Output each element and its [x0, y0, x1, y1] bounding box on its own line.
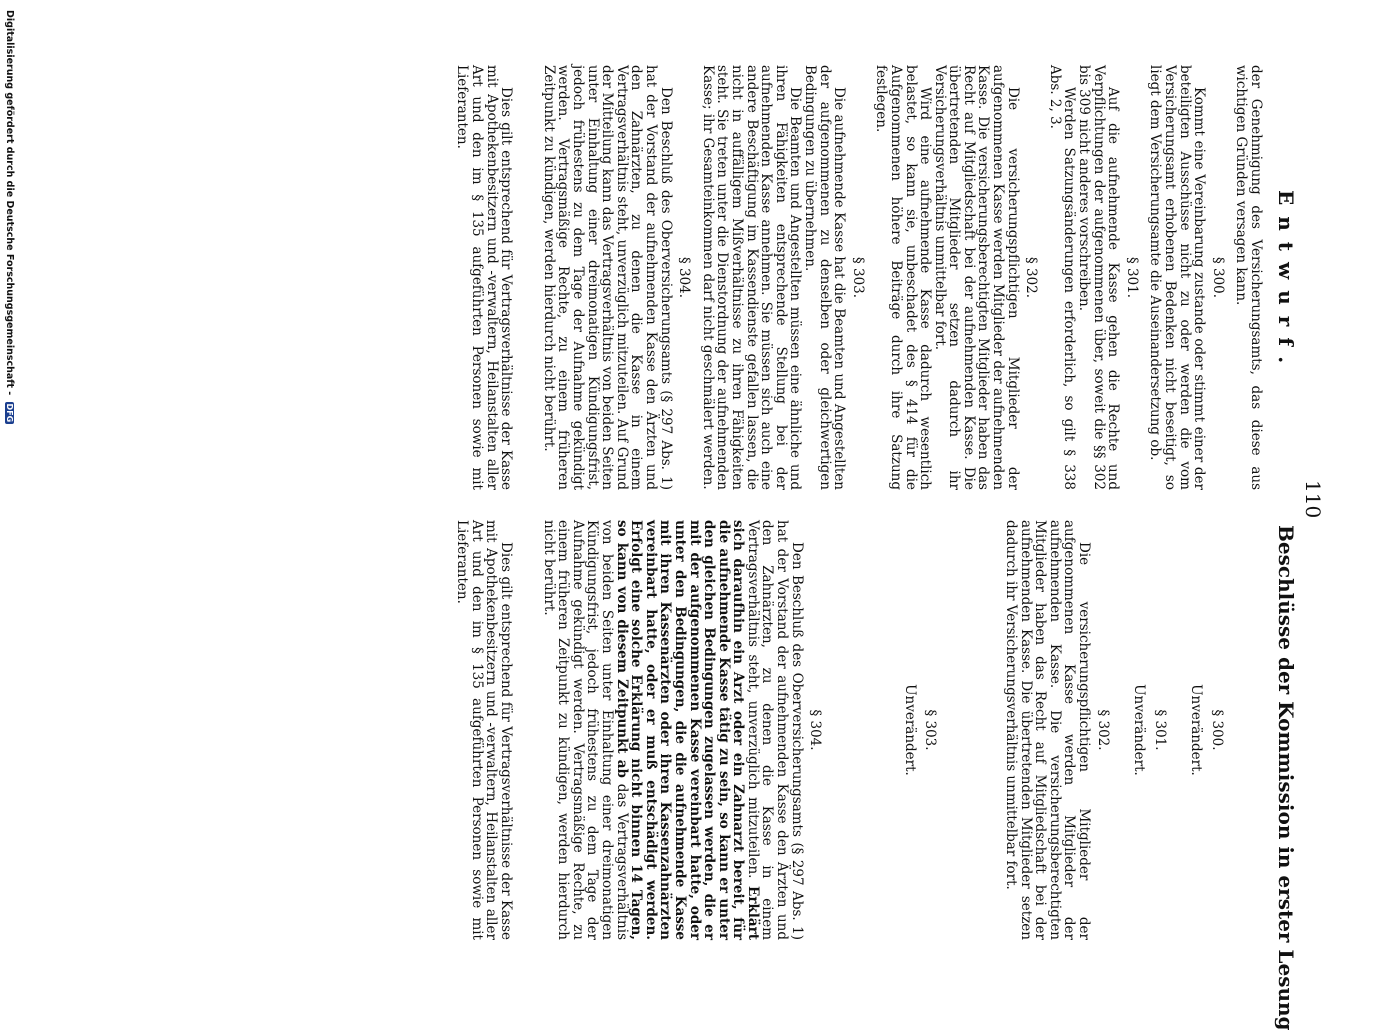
right-section-304-text-b: das Vertragsverhältnis von beiden Seiten unter Einhaltung einer dreimonatigen Kündigungsfrist, jedoch frühestens zu dem Tage der Aufnahme gekündigt werden. Vertragsmäßige Rechte, zu einem früheren Zeitpunkt zu kündigen, werden hierdurch nicht berührt. — [540, 520, 630, 940]
left-column-heading: Entwurf. — [1274, 190, 1298, 375]
digitization-footer — [4, 10, 15, 424]
left-section-304-title: § 304. — [676, 256, 693, 299]
left-intro: der Genehmigung des Versicherungsamts, das diese aus wichtigen Gründen versagen kann. — [1233, 65, 1264, 490]
left-section-302-title: § 302. — [1023, 256, 1040, 299]
left-section-304-text: Dies gilt entsprechend für Vertragsverhältnisse der Kasse mit Apothekenbesitzern und -verwaltern, Heilanstalten aller Art und den im § 135 aufgeführten Personen sowie mit Lieferanten. — [454, 65, 515, 490]
left-section-300-title: § 300. — [1209, 256, 1226, 299]
left-section-302-text: Wird eine aufnehmende Kasse dadurch wesentlich belastet, so kann sie, unbeschadet des § 414 für die Aufgenommenen höhere Beiträge durch ihre Satzung festlegen. — [873, 65, 934, 490]
left-section-301-text: Werden Satzungsänderungen erforderlich, so gilt § 338 Abs. 2, 3. — [1046, 65, 1078, 490]
left-section-301-text: Auf die aufnehmende Kasse gehen die Rechte und Verpflichtungen der aufgenommenen über, soweit die §§ 302 bis 309 nicht anderes vorschreiben. — [1076, 65, 1122, 490]
right-column-heading: Beschlüsse der Kommission in erster Lesung — [1274, 525, 1298, 1031]
footer-text: Digitalisierung gefördert durch die Deutsche Forschungsgemeinschaft - — [4, 10, 15, 396]
left-section-302-text: Die versicherungspflichtigen Mitglieder der aufgenommenen Kasse werden Mitglieder der aufnehmenden Kasse. Die versicherungsberechtigten Mitglieder haben das Recht auf Mitgliedschaft bei der aufnehmenden Kasse. Die übertretenden Mitglieder setzen dadurch ihr Versicherungsverhältnis unmittelbar fort. — [931, 65, 1021, 490]
right-column — [455, 520, 1233, 940]
right-section-304-text — [541, 520, 804, 940]
left-section-304-text: Den Beschluß des Oberversicherungsamts (§ 297 Abs. 1) hat der Vorstand der aufnehmenden Kasse den Ärzten und den Zahnärzten, zu denen die Kasse in einem Vertragsverhältnis steht, unverzüglich mitzuteilen. Auf Grund der Mitteilung kann das Vertragsverhältnis von beiden Seiten unter Einhaltung einer dreimonatigen Kündigungsfrist, jedoch frühestens zu dem Tage der Aufnahme gekündigt werden. Vertragsmäßige Rechte, zu einem früheren Zeitpunkt zu kündigen, werden hierdurch nicht berührt. — [540, 65, 674, 490]
right-section-302-title: § 302. — [1094, 709, 1111, 751]
page-number: 110 — [1301, 480, 1325, 519]
left-column — [455, 65, 1263, 490]
dfg-logo: DFG — [5, 403, 14, 423]
right-section-303-text: Unverändert. — [901, 684, 918, 776]
left-section-303-title: § 303. — [849, 256, 866, 299]
left-section-300-text: Kommt eine Vereinbarung zustande oder stimmt einer der beteiligten Ausschüsse nicht zu oder werden die vom Versicherungsamt erhobenen Bedenken nicht beseitigt, so liegt dem Versicherungsamte die Auseinandersetzung ob. — [1147, 65, 1208, 490]
right-section-303-title: § 303. — [922, 709, 939, 751]
left-section-303-text: Die Beamten und Angestellten müssen eine ähnliche und ihren Fähigkeiten entsprechende Stellung bei der aufnehmenden Kasse annehmen. Sie müssen sich auch eine andere Beschäftigung im Kassendienste gefallen lassen, die nicht in auffälligem Mißverhältnisse zu ihren Fähigkeiten steht. Sie treten unter die Dienstordnung der aufnehmenden Kasse; ihr Gesamteinkommen darf nicht geschmälert werden. — [699, 65, 804, 490]
right-section-300-text: Unverändert. — [1188, 684, 1205, 776]
right-section-304-title: § 304. — [807, 709, 824, 751]
left-section-303-text: Die aufnehmende Kasse hat die Beamten und Angestellten der aufgenommenen zu denselben oder gleichwertigen Bedingungen zu übernehmen. — [801, 65, 848, 490]
right-section-301-text: Unverändert. — [1131, 684, 1148, 776]
right-section-302-text: Die versicherungspflichtigen Mitglieder der aufgenommenen Kasse werden Mitglieder der aufnehmenden Kasse. Die versicherungsberechtigten Mitglieder haben das Recht auf Mitgliedschaft bei der aufnehmenden Kasse. Die übertretenden Mitglieder setzen dadurch ihr Versicherungsverhältnis unmittelbar fort. — [1003, 520, 1093, 940]
right-section-304-bold-text: Erklärt sich daraufhin ein Arzt oder ein Zahnarzt bereit, für die aufnehmende Kasse tätig zu sein, so kann er unter den gleichen Bedingungen zugelassen werden, die er mit der aufgenommenen Kasse vereinbart hatte, oder unter den Bedingungen, die die aufnehmende Kasse mit ihren Kassenärzten oder ihren Kassenzahnärzten vereinbart hatte, oder er muß entschädigt werden. Erfolgt eine solche Erklärung nicht binnen 14 Tagen, so kann von diesem Zeitpunkt ab — [613, 520, 761, 941]
left-section-301-title: § 301. — [1123, 256, 1140, 299]
right-section-300-title: § 300. — [1209, 709, 1225, 751]
right-section-301-title: § 301. — [1151, 709, 1168, 751]
right-section-304-text-a: Den Beschluß des Oberversicherungsamts (§ 297 Abs. 1) hat der Vorstand der aufnehmenden Kasse den Ärzten und den Zahnärzten, zu denen die Kasse in einem Vertragsverhältnis steht, unverzüglich mitzuteilen. — [744, 520, 805, 940]
right-section-304-text: Dies gilt entsprechend für Vertragsverhältnisse der Kasse mit Apothekenbesitzern und -verwaltern, Heilanstalten aller Art und den im § 135 aufgeführten Personen sowie mit Lieferanten. — [454, 520, 514, 940]
